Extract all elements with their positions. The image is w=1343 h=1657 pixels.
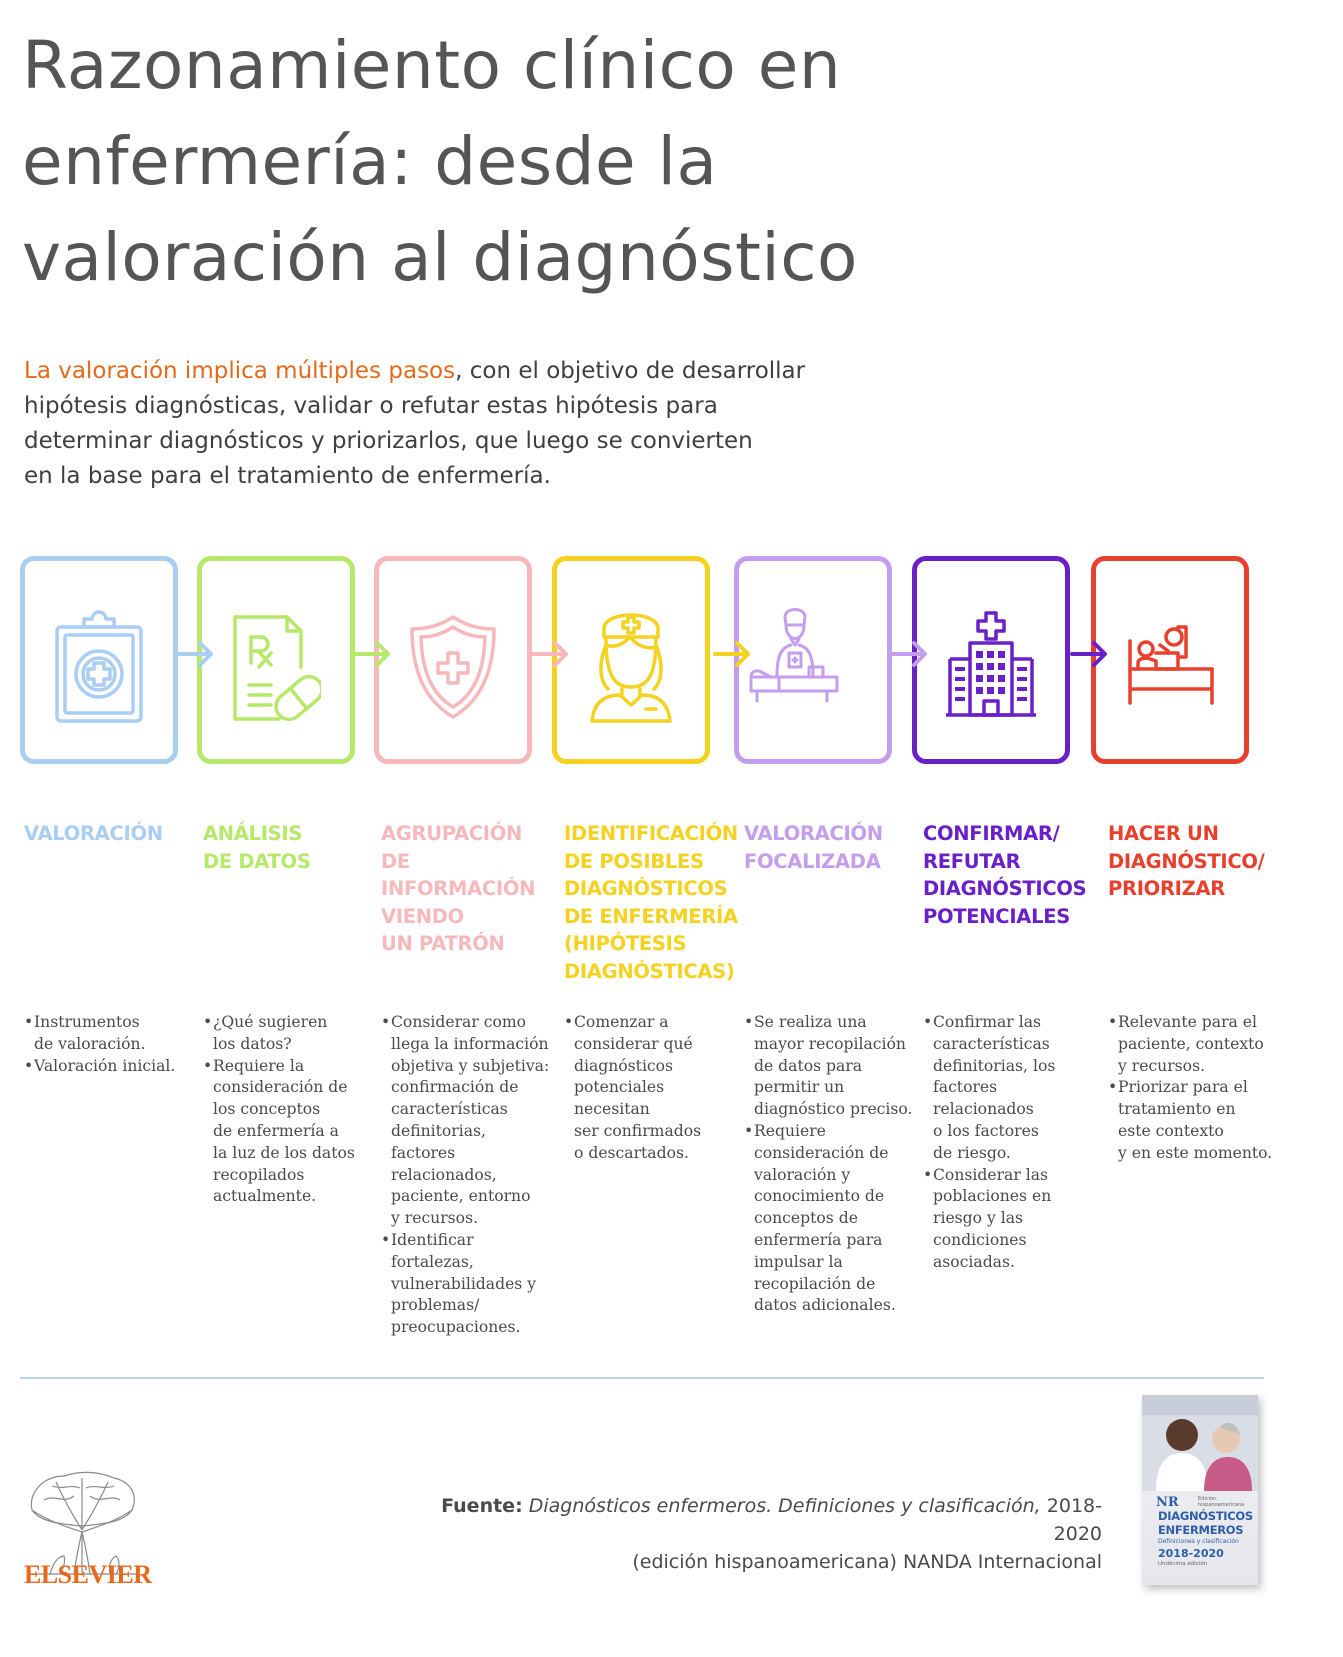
bullet-line: los conceptos xyxy=(213,1100,321,1119)
arrow-right-icon xyxy=(531,634,573,674)
bullet-item xyxy=(203,1056,381,1209)
bullet-line: confirmación de xyxy=(391,1078,519,1097)
bullet-line: • Valoración inicial. xyxy=(34,1056,176,1075)
book-logo: NR xyxy=(1156,1495,1179,1510)
intro-line: hipótesis diagnósticas, validar o refutar estas hipótesis para xyxy=(24,393,718,419)
step-bullets-identificacion xyxy=(564,1012,742,1165)
book-subtitle: Definiciones y clasificación xyxy=(1158,1538,1239,1545)
intro-line: en la base para el tratamiento de enfermería. xyxy=(24,463,551,489)
bullet-line: tratamiento en xyxy=(1118,1100,1236,1119)
bullet-line: llega la información xyxy=(391,1034,549,1053)
step-title-line: POTENCIALES xyxy=(923,904,1070,928)
step-box-identificacion xyxy=(552,556,710,764)
bullet-line: impulsar la xyxy=(754,1252,843,1271)
book-years: 2018-2020 xyxy=(1158,1547,1224,1560)
bullet-line: de enfermería a xyxy=(213,1121,339,1140)
step-title-analisis xyxy=(203,820,379,875)
step-title-line: PRIORIZAR xyxy=(1108,877,1225,900)
bullet-line: • ¿Qué sugieren xyxy=(213,1013,328,1031)
source-title: Diagnósticos enfermeros. Definiciones y clasificación, xyxy=(528,1495,1041,1517)
bullet-line: definitorias, xyxy=(391,1121,486,1140)
bullet-item xyxy=(381,1230,559,1339)
bullet-line: factores relacionados xyxy=(933,1078,1034,1119)
title-line: valoración al diagnóstico xyxy=(22,219,858,296)
bullet-line: recopilación de xyxy=(754,1274,876,1293)
bullet-item xyxy=(923,1165,1101,1274)
nurse-icon xyxy=(586,605,676,725)
bullet-item xyxy=(24,1056,202,1078)
bullet-line: diagnóstico preciso. xyxy=(754,1100,913,1119)
bullet-line: asociadas. xyxy=(933,1252,1015,1271)
step-box-analisis xyxy=(197,556,355,764)
step-box-agrupacion xyxy=(374,556,532,764)
step-title-line: REFUTAR xyxy=(923,849,1021,873)
step-title-valoracion xyxy=(24,820,200,848)
bullet-line: paciente, entorno xyxy=(391,1187,531,1206)
bullet-item xyxy=(744,1012,922,1121)
arrow-right-icon xyxy=(890,634,932,674)
elsevier-logo-text: ELSEVIER xyxy=(24,1560,152,1589)
bullet-line: consideración de xyxy=(213,1078,348,1097)
source-line: (edición hispanoamericana) NANDA Internacional xyxy=(632,1551,1102,1573)
bullet-item xyxy=(564,1012,742,1165)
book-title: DIAGNÓSTICOS xyxy=(1158,1509,1253,1523)
bullet-line: definitorias, los xyxy=(933,1056,1056,1075)
step-title-line: ANÁLISIS xyxy=(203,822,303,845)
bullet-line: actualmente. xyxy=(213,1187,317,1206)
bullet-line: • Comenzar a xyxy=(574,1013,669,1031)
step-title-identificacion xyxy=(564,820,740,985)
clipboard-medical-icon xyxy=(54,605,144,725)
bullet-line: o descartados. xyxy=(574,1143,689,1162)
step-bullets-agrupacion xyxy=(381,1012,559,1339)
bullet-line: características xyxy=(933,1034,1050,1053)
source-line xyxy=(420,1492,1102,1548)
step-title-line: IDENTIFICACIÓN xyxy=(564,822,738,845)
bullet-line: riesgo y las xyxy=(933,1209,1024,1228)
bullet-line: factores xyxy=(391,1143,456,1162)
bullet-line: • Requiere la xyxy=(213,1056,305,1075)
step-title-priorizar xyxy=(1108,820,1284,903)
step-box-priorizar xyxy=(1091,556,1249,764)
step-title-line: AGRUPACIÓN DE xyxy=(381,822,523,873)
step-title-line: UN PATRÓN xyxy=(381,932,505,955)
intro-line xyxy=(24,354,814,389)
step-title-agrupacion xyxy=(381,820,557,958)
step-title-line: VALORACIÓN xyxy=(24,822,163,845)
step-box-valoracion xyxy=(20,556,178,764)
bullet-item xyxy=(381,1012,559,1230)
bullet-line: enfermería para xyxy=(754,1230,883,1249)
hospital-building-icon xyxy=(935,605,1047,725)
bullet-item xyxy=(1108,1077,1286,1164)
step-title-line: DE DATOS xyxy=(203,849,311,873)
step-title-line: DIAGNÓSTICO/ xyxy=(1108,849,1265,873)
arrow-right-icon xyxy=(353,634,395,674)
step-title-line: INFORMACIÓN xyxy=(381,877,536,900)
bullet-line: • Considerar como xyxy=(391,1013,527,1031)
bullet-line: conocimiento de xyxy=(754,1187,885,1206)
step-box-confirmar xyxy=(912,556,1070,764)
bullet-line: de valoración. xyxy=(34,1034,146,1053)
bullet-line: condiciones xyxy=(933,1230,1027,1249)
step-bullets-priorizar xyxy=(1108,1012,1286,1165)
title-line: Razonamiento clínico en xyxy=(22,27,842,104)
book-edition-number: Undécima edición xyxy=(1158,1561,1208,1567)
bullet-line: preocupaciones. xyxy=(391,1318,521,1337)
bullet-item xyxy=(203,1012,381,1056)
bullet-line: este contexto xyxy=(1118,1121,1224,1140)
intro-highlight: La valoración implica múltiples pasos xyxy=(24,358,456,384)
book-title: ENFERMEROS xyxy=(1158,1523,1244,1537)
arrow-right-icon xyxy=(176,634,218,674)
bullet-line: • Confirmar las xyxy=(933,1013,1041,1031)
bullet-line: consideración de xyxy=(754,1143,889,1162)
bullet-line: • Requiere xyxy=(754,1121,826,1140)
bullet-item xyxy=(1108,1012,1286,1077)
step-title-focalizada xyxy=(744,820,920,875)
arrow-right-icon xyxy=(713,634,755,674)
bullet-line: y en este momento. xyxy=(1118,1143,1273,1162)
source-label: Fuente: xyxy=(441,1495,523,1517)
intro-line: determinar diagnósticos y priorizarlos, que luego se convierten xyxy=(24,428,753,454)
step-title-confirmar xyxy=(923,820,1099,930)
bullet-item xyxy=(744,1121,922,1317)
step-bullets-valoracion xyxy=(24,1012,202,1077)
bullet-line: considerar qué xyxy=(574,1034,693,1053)
step-title-line: DE POSIBLES xyxy=(564,849,704,873)
step-title-line: FOCALIZADA xyxy=(744,849,881,873)
step-title-line: DE ENFERMERÍA xyxy=(564,904,738,928)
book-edition-label: Edición hispanoamericana xyxy=(1198,1496,1245,1508)
prescription-pill-icon xyxy=(231,605,321,725)
book-cover xyxy=(1142,1395,1258,1585)
bullet-line: • Se realiza una xyxy=(754,1013,867,1031)
bullet-line: o los factores xyxy=(933,1121,1039,1140)
source-citation xyxy=(420,1492,1102,1576)
step-box-focalizada xyxy=(734,556,892,764)
bullet-line: valoración y xyxy=(754,1165,851,1184)
bullet-line: los datos? xyxy=(213,1034,292,1053)
patient-bed-icon xyxy=(1114,605,1228,725)
bullet-line: características xyxy=(391,1100,508,1119)
step-bullets-focalizada xyxy=(744,1012,922,1317)
bullet-line: • Priorizar para el xyxy=(1118,1078,1248,1097)
bullet-line: problemas/ xyxy=(391,1296,480,1315)
bullet-line: vulnerabilidades y xyxy=(391,1274,537,1293)
bullet-line: paciente, contexto xyxy=(1118,1034,1264,1053)
book-cover-photo xyxy=(1142,1395,1258,1491)
step-title-line: CONFIRMAR/ xyxy=(923,822,1060,845)
step-title-line: VALORACIÓN xyxy=(744,822,883,845)
intro-text: , con el objetivo de desarrollar xyxy=(455,358,806,384)
bullet-line: poblaciones en xyxy=(933,1187,1052,1206)
bullet-item xyxy=(24,1012,202,1056)
step-title-line: HACER UN xyxy=(1108,822,1219,845)
shield-cross-icon xyxy=(408,605,498,725)
bullet-line: y recursos. xyxy=(391,1209,479,1228)
bullet-line: ser confirmados xyxy=(574,1121,702,1140)
step-title-line: (HIPÓTESIS xyxy=(564,932,687,955)
source-years: 2018-2020 xyxy=(1046,1495,1102,1545)
step-bullets-confirmar xyxy=(923,1012,1101,1274)
bullet-line: datos adicionales. xyxy=(754,1296,896,1315)
title-line: enfermería: desde la xyxy=(22,123,718,200)
arrow-right-icon xyxy=(1070,634,1112,674)
step-bullets-analisis xyxy=(203,1012,381,1208)
bullet-line: diagnósticos xyxy=(574,1056,674,1075)
divider xyxy=(20,1377,1264,1379)
page-title xyxy=(22,18,922,306)
intro-paragraph xyxy=(24,354,814,494)
step-title-line: DIAGNÓSTICOS xyxy=(564,877,728,900)
bullet-line: • Instrumentos xyxy=(34,1013,140,1031)
bullet-line: • Identificar xyxy=(391,1230,474,1249)
bullet-line: permitir un xyxy=(754,1078,845,1097)
step-title-line: VIENDO xyxy=(381,904,464,928)
bullet-line: la luz de los datos xyxy=(213,1143,355,1162)
bullet-line: y recursos. xyxy=(1118,1056,1206,1075)
bullet-line: objetiva y subjetiva: xyxy=(391,1056,550,1075)
step-title-line: DIAGNÓSTICAS) xyxy=(564,959,735,983)
bullet-item xyxy=(923,1012,1101,1165)
bullet-line: fortalezas, xyxy=(391,1252,474,1271)
bullet-line: mayor recopilación xyxy=(754,1034,906,1053)
bullet-line: • Considerar las xyxy=(933,1165,1049,1184)
step-title-line: DIAGNÓSTICOS xyxy=(923,877,1087,900)
bullet-line: conceptos de xyxy=(754,1209,858,1228)
bullet-line: recopilados xyxy=(213,1165,305,1184)
bullet-line: de datos para xyxy=(754,1056,863,1075)
bullet-line: • Relevante para el xyxy=(1118,1013,1257,1031)
bullet-line: relacionados, xyxy=(391,1165,497,1184)
bullet-line: de riesgo. xyxy=(933,1143,1011,1162)
bullet-line: potenciales necesitan xyxy=(574,1078,665,1119)
